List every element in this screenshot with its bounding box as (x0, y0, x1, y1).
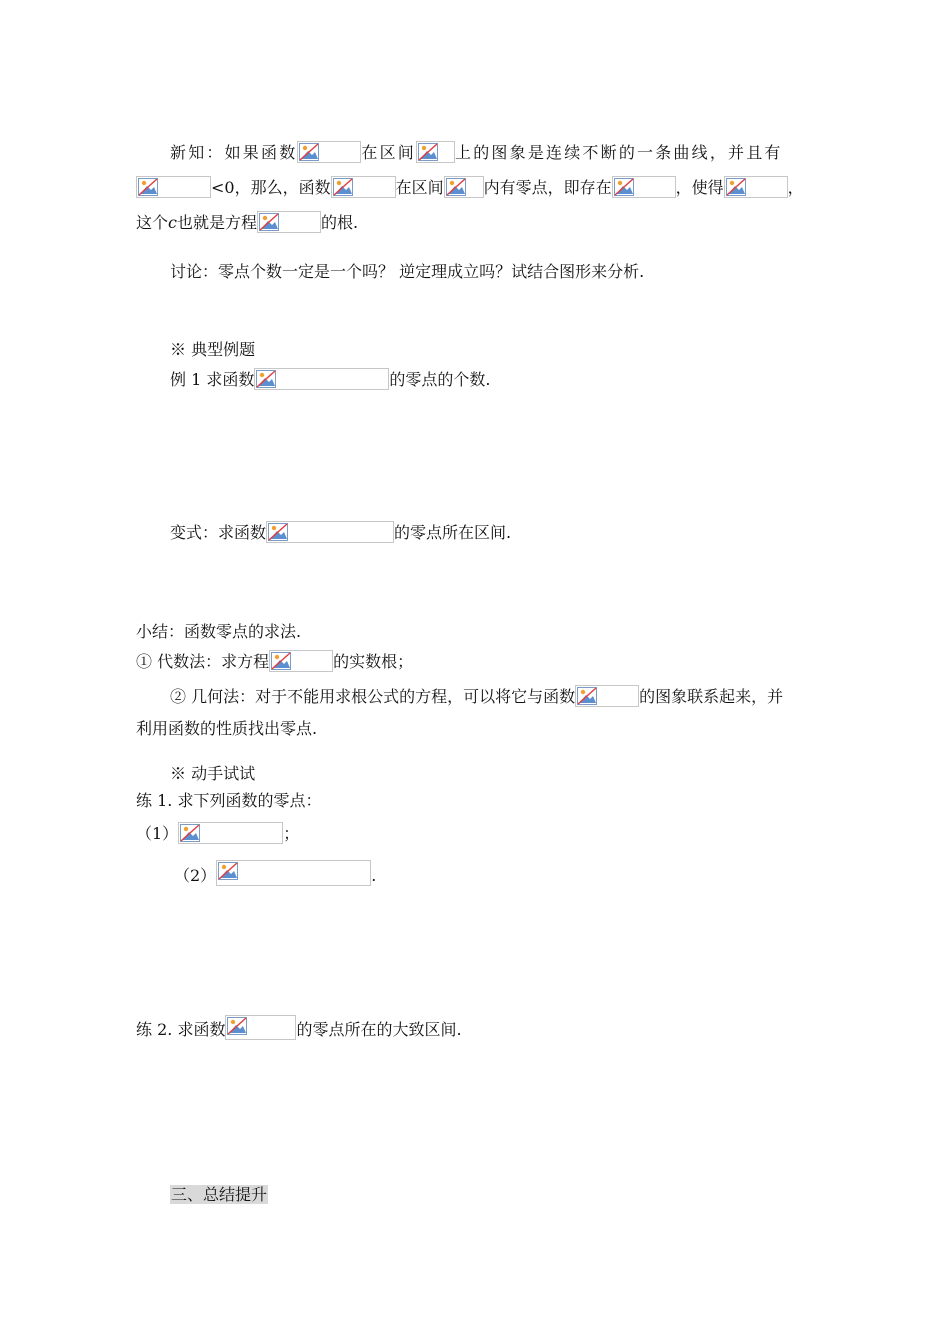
broken-image-icon (218, 862, 238, 880)
xinzhi-line-2 (136, 176, 804, 200)
text: （1） (136, 824, 179, 843)
formula-image (136, 176, 211, 198)
section-3-heading (170, 1183, 268, 1207)
broken-image-icon (271, 652, 291, 670)
formula-image (416, 141, 455, 163)
text: 的图象联系起来，并 (639, 687, 784, 706)
broken-image-icon (256, 370, 276, 388)
broken-image-icon (726, 178, 746, 196)
formula-image (269, 650, 333, 672)
text: 的零点的个数. (389, 370, 491, 389)
broken-image-icon (259, 213, 279, 231)
text: 新知：如果函数 (170, 143, 298, 162)
text: 这个 (136, 213, 169, 232)
formula-image (257, 211, 321, 233)
text: 在区间 (361, 143, 417, 162)
formula-image (225, 1015, 296, 1040)
example-1 (170, 368, 490, 392)
text: 的根. (321, 213, 359, 232)
example-variant (170, 521, 511, 545)
text: （2） (174, 866, 217, 885)
summary-method-1 (136, 650, 413, 674)
text: 的零点所在的大致区间. (296, 1020, 462, 1039)
broken-image-icon (418, 143, 438, 161)
broken-image-icon (446, 178, 466, 196)
broken-image-icon (614, 178, 634, 196)
formula-image (444, 176, 484, 198)
summary-method-2-cont: 利用函数的性质找出零点. (136, 719, 318, 738)
text: 内有零点，即存在 (483, 178, 612, 197)
text: 的零点所在区间. (394, 523, 512, 542)
practice-1: 练 1. 求下列函数的零点： (136, 791, 322, 810)
text: ，使得 (675, 178, 724, 197)
text: 练 2. 求函数 (136, 1020, 226, 1039)
xinzhi-line-3 (136, 211, 358, 235)
practice-heading: ※ 动手试试 (170, 764, 256, 783)
broken-image-icon (138, 178, 158, 196)
summary-title: 小结：函数零点的求法. (136, 622, 302, 641)
text: 上的图象是连续不断的一条曲线，并且有 (455, 143, 783, 162)
variable-c: c (168, 213, 177, 232)
formula-image (297, 141, 361, 163)
text: ； (283, 824, 300, 843)
text: 在区间 (395, 178, 444, 197)
xinzhi-line-1 (170, 141, 783, 165)
practice-1-item-1 (136, 822, 299, 846)
section-3-title: 三、总结提升 (171, 1185, 268, 1204)
broken-image-icon (577, 687, 597, 705)
broken-image-icon (180, 824, 200, 842)
text: 的实数根； (333, 652, 414, 671)
formula-image (724, 176, 788, 198)
text: <0，那么，函数 (211, 178, 331, 197)
formula-image (266, 521, 394, 543)
text: ② 几何法：对于不能用求根公式的方程，可以将它与函数 (170, 687, 576, 706)
formula-image (178, 822, 283, 844)
broken-image-icon (227, 1017, 247, 1035)
practice-1-item-2 (174, 860, 376, 888)
text: ① 代数法：求方程 (136, 652, 270, 671)
text: . (371, 866, 377, 885)
text: ， (787, 178, 804, 197)
formula-image (612, 176, 676, 198)
text: 例 1 求函数 (170, 370, 255, 389)
examples-heading: ※ 典型例题 (170, 340, 256, 359)
broken-image-icon (333, 178, 353, 196)
text: 变式：求函数 (170, 523, 267, 542)
practice-2 (136, 1015, 462, 1042)
summary-method-2 (170, 685, 783, 709)
formula-image (216, 860, 371, 886)
formula-image (331, 176, 396, 198)
broken-image-icon (299, 143, 319, 161)
formula-image (254, 368, 389, 390)
text: 也就是方程 (176, 213, 257, 232)
formula-image (575, 685, 639, 707)
discussion: 讨论：零点个数一定是一个吗？ 逆定理成立吗？试结合图形来分析. (170, 262, 645, 281)
broken-image-icon (268, 523, 288, 541)
